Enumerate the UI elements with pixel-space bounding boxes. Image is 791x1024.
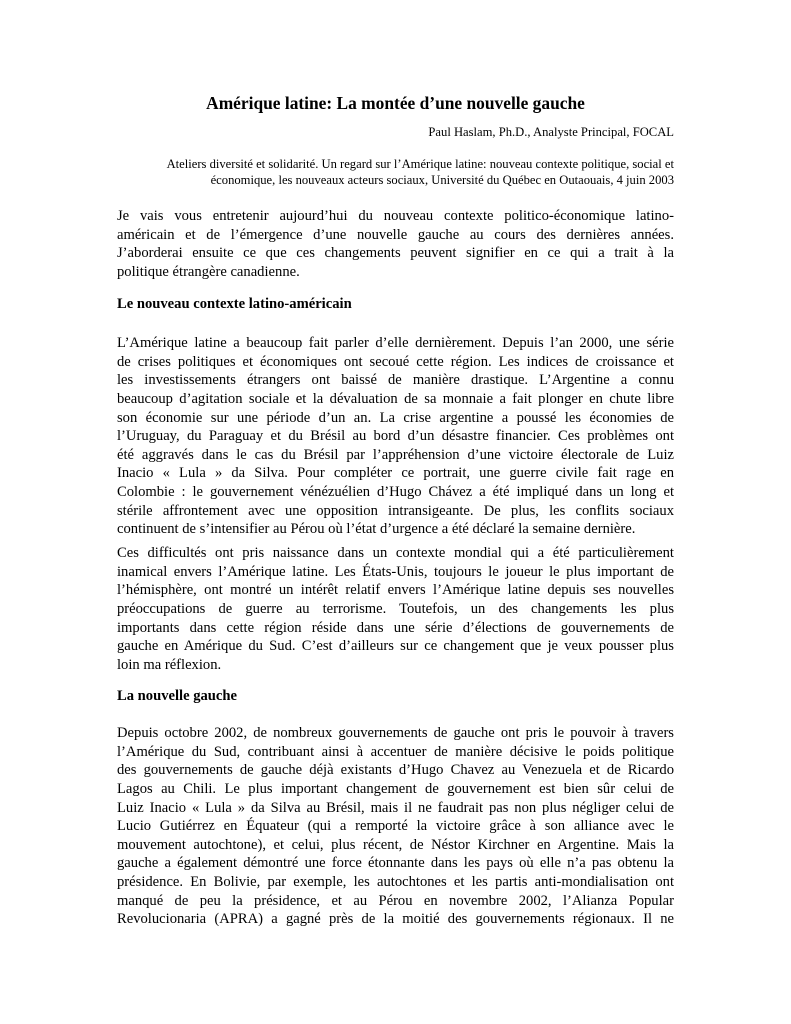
section1-paragraph-1 xyxy=(117,334,674,539)
text-line: Colombie : le gouvernement vénézuélien d’Hugo Chávez a été impliqué dans un long et xyxy=(117,484,674,501)
text-line: présidence. En Bolivie, par exemple, les autochtones et les partis anti-mondialisation ont xyxy=(117,874,674,891)
document-title: Amérique latine: La montée d’une nouvelle gauche xyxy=(206,93,585,113)
text-line: loin ma réflexion. xyxy=(117,656,222,673)
text-line: Ces difficultés ont pris naissance dans un contexte mondial qui a été particulièrement xyxy=(117,545,674,561)
text-line: américain et de l’émergence d’une nouvelle gauche au cours des dernières années. xyxy=(117,226,674,243)
section-heading: Le nouveau contexte latino-américain xyxy=(117,296,352,312)
text-line: Revolucionaria (APRA) a gagné près de la moitié des gouvernements régionaux. Il ne xyxy=(117,911,674,928)
text-line: manqué de peu la présidence, et au Pérou en novembre 2002, l’Alianza Popular xyxy=(117,892,674,909)
text-line: préoccupations de guerre au terrorisme. Toutefois, un des changements les plus xyxy=(117,600,674,617)
text-line: stérile affrontement avec une opposition intransigeante. De plus, les conflits sociaux xyxy=(117,502,674,519)
text-line: Depuis octobre 2002, de nombreux gouvernements de gauche ont pris le pouvoir à travers xyxy=(117,725,674,741)
text-line: continuent de s’intensifier au Pérou où l’état d’urgence a été déclaré la semaine dernière. xyxy=(117,521,636,538)
text-line: gauche a également démontré une force étonnante dans les pays où elle n’a pas obtenu la xyxy=(117,855,674,872)
text-line: Lagos au Chili. Le plus important changement de gouvernement est bien sûr celui de xyxy=(117,780,674,797)
author-line: Paul Haslam, Ph.D., Analyste Principal, FOCAL xyxy=(428,125,674,139)
text-line: l’Uruguay, du Paraguay et du Brésil au bord d’un désastre financier. Ces problèmes ont xyxy=(117,428,674,445)
text-line: l’Amérique du Sud, contribuant ainsi à accentuer de manière décisive le poids politique xyxy=(117,743,674,760)
text-line: son économie sur une période d’un an. La crise argentine a poussé les économies de xyxy=(117,409,674,426)
text-line: L’Amérique latine a beaucoup fait parler d’elle dernièrement. Depuis l’an 2000, une série xyxy=(117,335,674,351)
text-line: Je vais vous entretenir aujourd’hui du nouveau contexte politico-économique latino- xyxy=(117,208,674,224)
text-line: été aggravés dans le cas du Brésil par l’appréhension d’une victoire électorale de Luiz xyxy=(117,446,674,463)
text-line: Luiz Inacio « Lula » da Silva au Brésil, mais il ne faudrait pas non plus négliger celui de xyxy=(117,799,674,816)
text-line: les investissements étrangers ont baissé de manière drastique. L’Argentine a connu xyxy=(117,372,674,389)
section2-paragraph-1 xyxy=(117,724,674,929)
event-context xyxy=(134,156,674,188)
text-line: Lucio Gutiérrez en Équateur (qui a remporté la victoire grâce à son alliance avec le xyxy=(117,818,674,835)
text-line: de crises politiques et économiques ont secoué cette région. Les indices de croissance et xyxy=(117,353,674,370)
text-line: J’aborderai ensuite ce que ces changements peuvent signifier en ce qui a trait à la xyxy=(117,245,674,262)
section-heading: La nouvelle gauche xyxy=(117,688,237,704)
text-line: Inacio « Lula » da Silva. Pour compléter ce portrait, une guerre civile fait rage en xyxy=(117,465,674,482)
intro-paragraph xyxy=(117,207,674,282)
text-line: mouvement autochtone), et celui, plus récent, de Néstor Kirchner en Argentine. Mais la xyxy=(117,836,674,853)
text-line: inamical envers l’Amérique latine. Les États-Unis, toujours le joueur le plus important de xyxy=(117,563,674,580)
text-line: politique étrangère canadienne. xyxy=(117,263,300,280)
text-line: l’hémisphère, ont montré un intérêt relatif envers l’Amérique latine depuis ses nouvelles xyxy=(117,582,674,599)
section1-paragraph-2 xyxy=(117,544,674,674)
event-context-line: économique, les nouveaux acteurs sociaux, Université du Québec en Outaouais, 4 juin 2003 xyxy=(210,173,674,188)
event-context-line: Ateliers diversité et solidarité. Un regard sur l’Amérique latine: nouveau contexte politique, social et xyxy=(166,157,674,171)
text-line: gauche en Amérique du Sud. C’est d’ailleurs sur ce changement que je veux pousser plus xyxy=(117,638,674,655)
text-line: importants dans cette région réside dans une série d’élections de gouvernements de xyxy=(117,619,674,636)
text-line: beaucoup d’agitation sociale et la dévaluation de sa monnaie a fait plonger en chute libre xyxy=(117,390,674,407)
text-line: des gouvernements de gauche déjà existants d’Hugo Chavez au Venezuela et de Ricardo xyxy=(117,762,674,779)
